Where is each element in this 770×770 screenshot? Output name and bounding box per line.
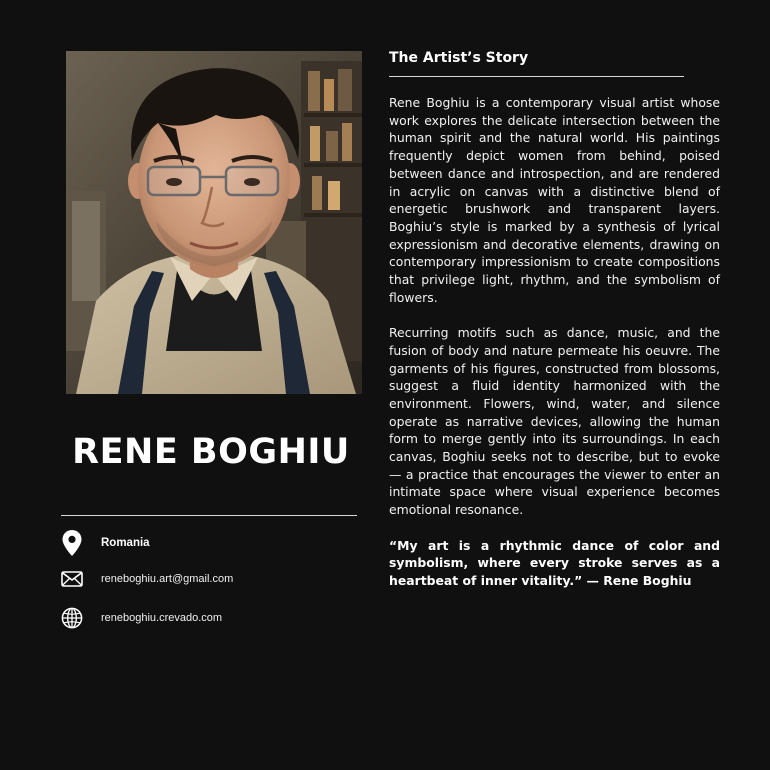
story-paragraph: Recurring motifs such as dance, music, and the fusion of body and nature permeate his oeuvre. The garments of his figures, constructed from blossoms, suggest a fluid identity harmonized with the environment. Flowers, wind, water, and silence operate as narrative devices, allowing the human form to merge gently into its surroundings. In each canvas, Boghiu seeks not to describe, but to evoke — a practice that encourages the viewer to enter an intimate space where visual experience becomes emotional resonance.: [389, 325, 720, 518]
heading-divider: [389, 76, 684, 77]
story-body: [389, 94, 720, 607]
contact-email[interactable]: [60, 565, 360, 593]
artist-name: RENE BOGHIU: [72, 432, 350, 472]
website-link[interactable]: reneboghiu.crevado.com: [101, 612, 223, 624]
country-label: Romania: [101, 537, 150, 549]
envelope-icon: [60, 567, 84, 591]
story-heading: The Artist’s Story: [389, 50, 529, 66]
artist-portrait: [66, 51, 362, 394]
location-pin-icon: [60, 531, 84, 555]
divider: [61, 515, 357, 516]
contact-country: [60, 529, 360, 557]
story-paragraph: Rene Boghiu is a contemporary visual artist whose work explores the delicate intersection between the human spirit and the natural world. His paintings frequently depict women from behind, poised between dance and introspection, and are rendered in acrylic on canvas with a distinctive blend of energetic brushwork and transparent layers. Boghiu’s style is marked by a synthesis of lyrical expressionism and decorative elements, drawing on contemporary impressionism to create compositions that privilege light, rhythm, and the symbolism of flowers.: [389, 95, 720, 305]
globe-icon: [60, 606, 84, 630]
email-link[interactable]: reneboghiu.art@gmail.com: [101, 573, 234, 585]
contact-website[interactable]: [60, 604, 360, 632]
artist-quote: “My art is a rhythmic dance of color and symbolism, where every stroke serves as a heartbeat of inner vitality.” — Rene Boghiu: [389, 537, 720, 588]
